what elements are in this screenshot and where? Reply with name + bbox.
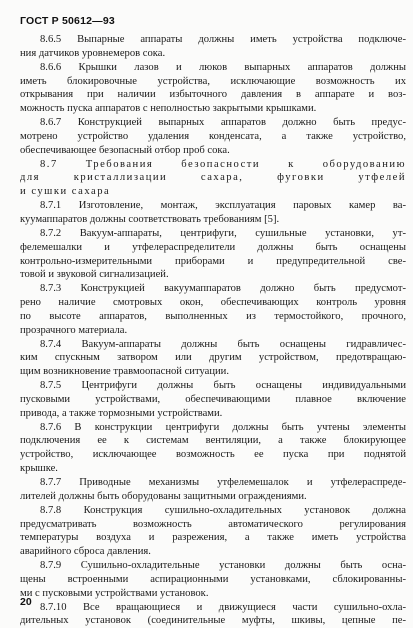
text-line: подключения ее к системам вентиляции, а также блокирующее <box>20 435 406 447</box>
text-line: ким спускным затвором или другим устройством, предотвращаю- <box>20 352 406 364</box>
text-line: 8.7.1 Изготовление, монтаж, эксплуатация паровых камер ва- <box>40 200 406 212</box>
text-line: обеспечивающее безопасный отбор проб сока. <box>20 144 230 156</box>
text-line: фелемешалки и утфелераспределители должны быть оснащены <box>20 241 406 253</box>
text-line: по высоте аппаратов, выполненных из термостойкого, прочного, <box>20 310 406 322</box>
text-line: 8.6.7 Конструкцией выпарных аппаратов должно быть предус- <box>40 117 406 129</box>
text-line: 8.6.5 Выпарные аппараты должны иметь устройства подключе- <box>40 34 406 45</box>
text-line: предусматривать возможность автоматического регулирования <box>20 518 406 530</box>
text-line: прозрачного материала. <box>20 324 128 336</box>
text-line: и сушки сахара <box>20 186 111 198</box>
text-line: иметь блокировочные устройства, исключающие возможность их <box>20 75 406 87</box>
running-header: ГОСТ Р 50612—93 <box>20 15 115 27</box>
text-line: куумаппаратов должны соответствовать требованиям [5]. <box>20 213 280 225</box>
text-line: можность пуска аппаратов с неполностью закрытыми крышками. <box>20 103 317 115</box>
text-line: 8.7.4 Вакуум-аппараты должны быть оснащены гидравличес- <box>40 338 406 350</box>
text-line: устройство, исключающее возможность ее пуска при поднятой <box>20 449 406 461</box>
text-line: открывания при наличии избыточного давления в аппарате и воз- <box>20 89 406 101</box>
text-line: 8.6.6 Крышки лазов и люков выпарных аппаратов должны <box>40 61 406 73</box>
text-line: температуры воздуха и разрежения, а также иметь устройства <box>20 532 406 544</box>
text-line: контрольно-измерительными приборами и предупредительной све- <box>20 255 406 267</box>
text-line: мотрено устройство удаления конденсата, а также устройство, <box>20 130 406 142</box>
text-line: ми с пусковыми устройствами установок. <box>20 587 209 599</box>
text-line: 8.7.5 Центрифуги должны быть оснащены индивидуальными <box>40 380 406 392</box>
text-line: лителей должны быть оборудованы защитными ограждениями. <box>20 490 307 502</box>
text-line: 8.7.3 Конструкцией вакуумаппаратов должно быть предусмот- <box>40 283 406 295</box>
text-line: 8.7 Требования безопасности к оборудованию <box>40 158 406 170</box>
text-line: крышке. <box>20 463 58 475</box>
text-line: пусковыми устройствами, обеспечивающими плавное включение <box>20 393 406 405</box>
text-line: 8.7.2 Вакуум-аппараты, центрифуги, сушильные установки, ут- <box>40 227 406 239</box>
text-line: рено наличие смотровых окон, обеспечивающих контроль уровня <box>20 297 406 309</box>
text-line: дительных установок (соединительные муфты, шкивы, цепные пе- <box>20 615 406 627</box>
text-line: 8.7.10 Все вращающиеся и движущиеся части сушильно-охла- <box>40 601 406 613</box>
text-line: привода, а также тормозными устройствами. <box>20 407 223 419</box>
text-line: 8.7.6 В конструкции центрифуги должны быть учтены элементы <box>40 421 406 433</box>
text-line: 8.7.8 Конструкция сушильно-охладительных установок должна <box>40 504 406 516</box>
text-line: щим возникновение травмоопасной ситуации. <box>20 366 229 378</box>
text-line: ния датчиков уровнемеров сока. <box>20 47 166 59</box>
text-line: щены встроенными аспирационными установками, сблокированны- <box>20 573 406 585</box>
body-text <box>20 33 406 628</box>
text-line: товой и звуковой сигнализацией. <box>20 269 169 281</box>
text-line: для кристаллизации сахара, фуговки утфелей <box>20 172 406 184</box>
text-line: аварийного сброса давления. <box>20 546 151 558</box>
text-line: 8.7.9 Сушильно-охладительные установки должны быть осна- <box>40 560 406 572</box>
page-number: 20 <box>20 596 32 608</box>
text-line: 8.7.7 Приводные механизмы утфелемешалок и утфелераспреде- <box>40 477 406 488</box>
